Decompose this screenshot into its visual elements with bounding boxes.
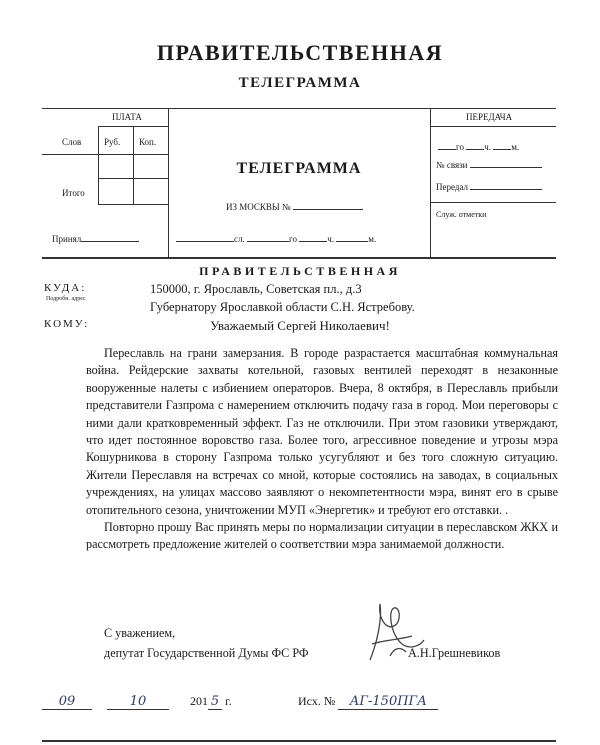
form-top-line (42, 108, 556, 109)
paragraph: Переславль на грани замерзания. В городе разрастается масштабная коммунальная война. Рейдерские захваты котельной, газовых вентилей переходят в незаконные вооруженные налеты с избиением операторов. Вчера, 8 октября, в Переславль прибыли представители Газпрома с намерением отключить подачу газа в город. Мои переговоры с ними дали кратковременный эффект. Газ не отключили. При этом газовики утверждают, что идет постоянное воровство газа. Более того, агрессивное поведение и угрозы мэра Кошурникова в сторону Газпрома только усугубляют и без того сложную ситуацию. Жители Переславля на встречах со мной, которые состоялись на заводах, в социальных учреждениях, на улицах массово заявляют о некомпетентности мэра, винят его в срыве отопительного сезона, уничтожении МУП «Энергетик» и требуют его отставки. . (86, 346, 558, 517)
kuda-label: КУДА: (44, 282, 87, 294)
slov-label: Слов (62, 137, 82, 147)
document-title: ПРАВИТЕЛЬСТВЕННАЯ (156, 40, 444, 65)
no-svyazi-field: № связи (436, 158, 542, 170)
sender-name: А.Н.Грешневиков (408, 646, 501, 660)
prinyal-field: Принял (52, 232, 139, 244)
itogo-label: Итого (62, 188, 85, 198)
peredacha-time-field: го ч. м. (438, 140, 519, 152)
komu-value: Губернатору Ярославкой области С.Н. Ястребову. (150, 300, 415, 314)
form-divider-right (430, 108, 431, 257)
podrobn-adres-label: Подробн. адрес (46, 296, 86, 302)
telegram-center-title: ТЕЛЕГРАММА (236, 160, 362, 177)
kuda-value: 150000, г. Ярославль, Советская пл., д.3 (150, 282, 362, 296)
outgoing-number: Исх. № АГ-150ПГА (298, 694, 438, 710)
form-bottom-line (42, 257, 556, 259)
sent-time-field: сл. го ч. м. (176, 232, 376, 244)
kop-label: Коп. (139, 137, 157, 147)
letter-body (86, 345, 558, 554)
greeting: Уважаемый Сергей Николаевич! (210, 318, 390, 333)
document-subtitle: ТЕЛЕГРАММА (238, 75, 362, 91)
handwritten-signature (350, 600, 430, 668)
form-divider-left (168, 108, 169, 257)
closing-text: С уважением, (104, 626, 176, 640)
peredacha-label: ПЕРЕДАЧА (466, 112, 513, 122)
iz-moskvy-field: ИЗ МОСКВЫ № (226, 200, 363, 212)
peredal-field: Передал (436, 180, 542, 192)
paragraph: Повторно прошу Вас принять меры по нормализации ситуации в переславском ЖКХ и рассмотреть предложение жителей о соответствии мэра занимаемой должности. (86, 520, 558, 552)
komu-label: КОМУ: (44, 318, 90, 330)
footer-date: 09 10 201 5 г. (42, 694, 232, 710)
rub-label: Руб. (104, 137, 121, 147)
sender-position: депутат Государственной Думы ФС РФ (104, 646, 309, 660)
address-section-title: ПРАВИТЕЛЬСТВЕННАЯ (199, 264, 401, 278)
page-bottom-line (42, 740, 556, 742)
plata-label: ПЛАТА (112, 112, 142, 122)
sluzh-otmetki-label: Служ. отметки (436, 210, 487, 219)
